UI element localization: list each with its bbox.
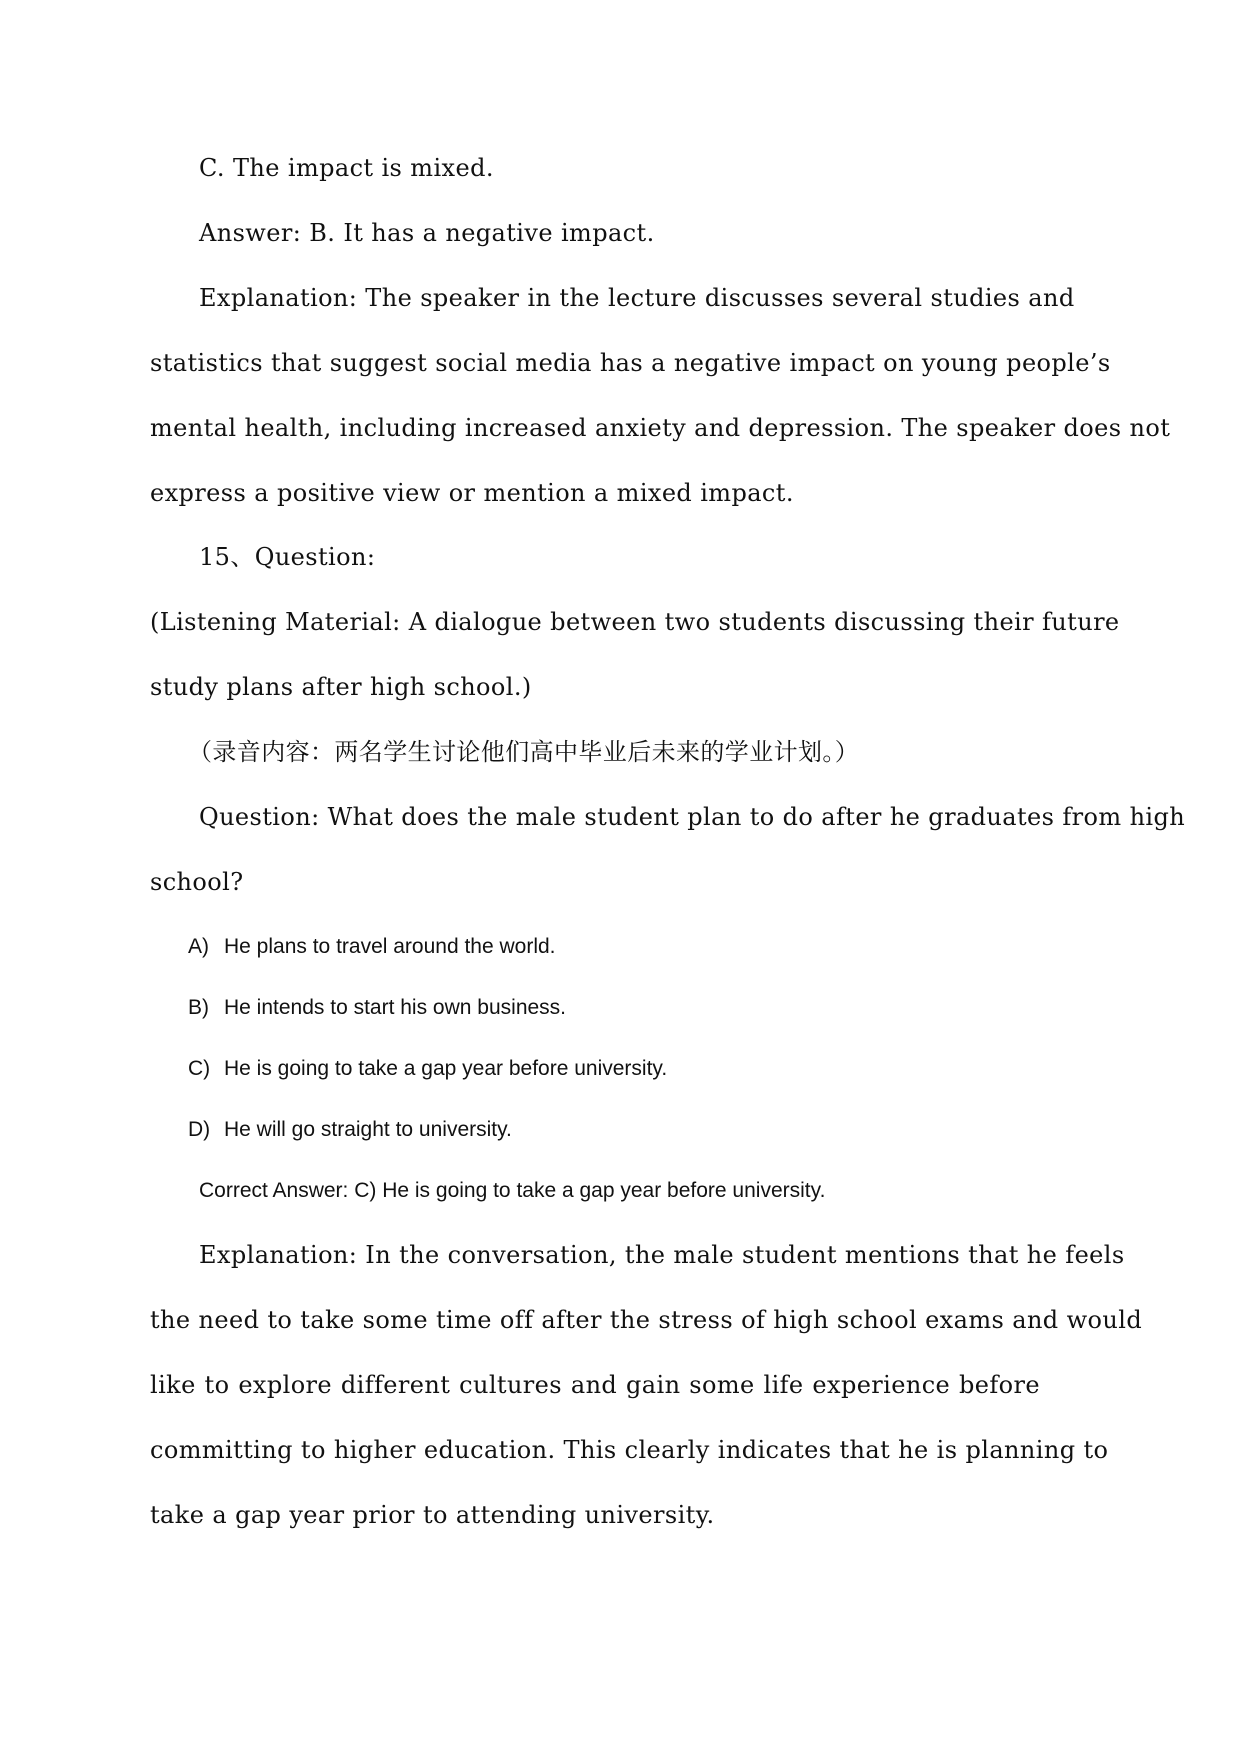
option-text: He will go straight to university.	[224, 1118, 512, 1141]
option-letter: B)	[188, 996, 209, 1019]
q14-explanation-line: statistics that suggest social media has a negative impact on young people’s	[150, 349, 1111, 377]
question-line: school?	[150, 868, 244, 896]
q15-correct-answer: Correct Answer: C) He is going to take a gap year before university.	[199, 1179, 826, 1202]
explanation-line: Explanation: In the conversation, the male student mentions that he feels	[199, 1241, 1125, 1269]
option-text: He intends to start his own business.	[224, 996, 567, 1019]
listening-material-line: study plans after high school.)	[150, 673, 532, 701]
listening-material-line: (Listening Material: A dialogue between two students discussing their future	[150, 608, 1120, 636]
q14-answer: Answer: B. It has a negative impact.	[199, 219, 655, 247]
option-letter: A)	[188, 935, 209, 958]
option-b	[188, 997, 566, 1018]
question-line: Question: What does the male student plan to do after he graduates from high	[199, 803, 1186, 831]
q14-explanation-line: mental health, including increased anxiety and depression. The speaker does not	[150, 414, 1171, 442]
q14-explanation-line: express a positive view or mention a mixed impact.	[150, 479, 794, 507]
q14-explanation-line: Explanation: The speaker in the lecture discusses several studies and	[199, 284, 1075, 312]
explanation-line: committing to higher education. This clearly indicates that he is planning to	[150, 1436, 1109, 1464]
option-a	[188, 936, 556, 957]
option-letter: C)	[188, 1057, 211, 1080]
listening-material-chinese: （录音内容：两名学生讨论他们高中毕业后未来的学业计划。）	[188, 738, 860, 766]
option-d	[188, 1119, 512, 1140]
q15-heading: 15、Question:	[199, 543, 376, 571]
explanation-line: like to explore different cultures and gain some life experience before	[150, 1371, 1040, 1399]
option-text: He plans to travel around the world.	[224, 935, 556, 958]
option-letter: D)	[188, 1118, 211, 1141]
option-c	[188, 1058, 667, 1079]
explanation-line: the need to take some time off after the stress of high school exams and would	[150, 1306, 1143, 1334]
option-text: He is going to take a gap year before university.	[224, 1057, 668, 1080]
explanation-line: take a gap year prior to attending university.	[150, 1501, 715, 1529]
q14-option-c: C. The impact is mixed.	[199, 154, 494, 182]
